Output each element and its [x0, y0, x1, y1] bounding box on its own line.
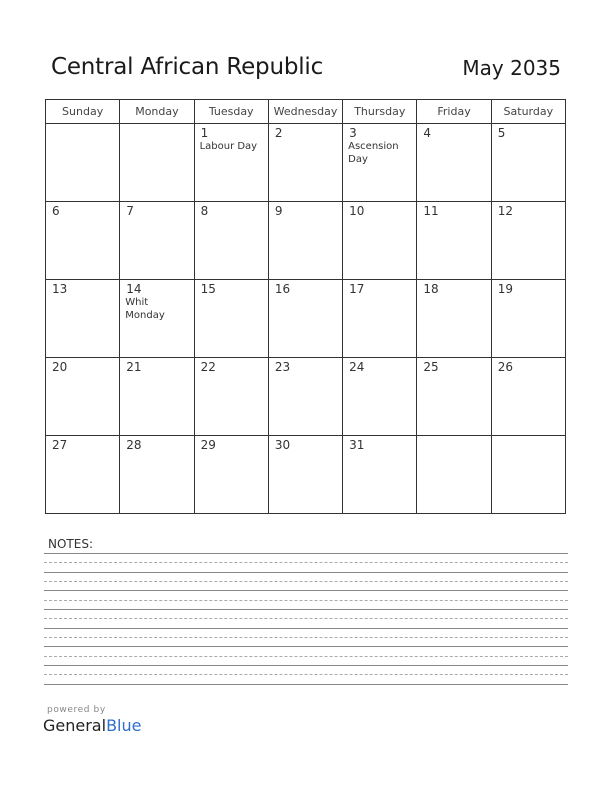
day-cell [491, 202, 565, 280]
powered-by-text: powered by [47, 705, 106, 715]
notes-line [44, 553, 568, 554]
day-number: 21 [126, 360, 142, 374]
day-number: 11 [423, 204, 439, 218]
day-cell [343, 436, 417, 514]
week-row [46, 436, 566, 514]
day-cell [268, 202, 342, 280]
day-number: 12 [497, 204, 513, 218]
day-number: 10 [349, 204, 365, 218]
notes-line [44, 600, 568, 601]
week-row [46, 124, 566, 202]
notes-line [44, 581, 568, 582]
weekday-header-row [46, 100, 566, 124]
day-number: 2 [274, 126, 283, 140]
day-cell [417, 124, 491, 202]
holiday-label: Labour Day [199, 141, 258, 152]
day-cell [491, 280, 565, 358]
day-number: 17 [349, 282, 365, 296]
day-number: 31 [349, 438, 365, 452]
notes-line [44, 628, 568, 629]
holiday-label: Ascension Day [348, 141, 399, 165]
day-number: 8 [200, 204, 209, 218]
day-cell [46, 124, 120, 202]
brand-blue: Blue [106, 716, 142, 735]
day-cell [194, 124, 268, 202]
day-number: 29 [200, 438, 216, 452]
day-number: 4 [423, 126, 432, 140]
day-cell [194, 202, 268, 280]
day-number: 3 [349, 126, 357, 140]
notes-line [44, 572, 568, 573]
day-cell [120, 124, 194, 202]
notes-line [44, 562, 568, 563]
day-cell [194, 280, 268, 358]
day-cell [120, 358, 194, 436]
day-cell [491, 358, 565, 436]
day-number: 24 [349, 360, 365, 374]
notes-line [44, 674, 568, 675]
day-number: 18 [423, 282, 439, 296]
weekday-tuesday: Tuesday [194, 100, 268, 124]
day-number: 15 [200, 282, 216, 296]
month-year: May 2035 [462, 56, 561, 80]
day-number: 30 [274, 438, 291, 452]
day-cell [120, 280, 194, 358]
day-cell [417, 280, 491, 358]
day-number: 28 [126, 438, 142, 452]
day-cell [268, 280, 342, 358]
day-number: 9 [274, 204, 283, 218]
day-cell [491, 436, 565, 514]
day-cell [268, 124, 342, 202]
notes-line [44, 684, 568, 685]
weekday-sunday: Sunday [46, 100, 120, 124]
day-number: 7 [126, 204, 134, 218]
generalblue-logo [43, 716, 141, 735]
day-number: 19 [497, 282, 513, 296]
day-cell [343, 280, 417, 358]
day-cell [46, 358, 120, 436]
week-row [46, 358, 566, 436]
notes-line [44, 618, 568, 619]
day-cell [268, 436, 342, 514]
notes-line [44, 590, 568, 591]
day-number: 25 [423, 360, 439, 374]
day-number: 14 [126, 282, 142, 296]
notes-line [44, 665, 568, 666]
notes-line [44, 609, 568, 610]
day-cell [46, 202, 120, 280]
day-number: 20 [52, 360, 68, 374]
day-cell [194, 358, 268, 436]
day-number: 6 [52, 204, 60, 218]
day-cell [491, 124, 565, 202]
day-cell [417, 202, 491, 280]
weekday-monday: Monday [120, 100, 194, 124]
calendar-grid [45, 99, 566, 514]
notes-label: NOTES: [48, 537, 93, 551]
day-cell [46, 436, 120, 514]
weekday-saturday: Saturday [491, 100, 565, 124]
weekday-wednesday: Wednesday [268, 100, 342, 124]
day-number: 22 [200, 360, 216, 374]
day-number: 23 [274, 360, 291, 374]
weekday-friday: Friday [417, 100, 491, 124]
week-row [46, 280, 566, 358]
weekday-thursday: Thursday [343, 100, 417, 124]
week-row [46, 202, 566, 280]
day-cell [417, 436, 491, 514]
notes-line [44, 656, 568, 657]
holiday-label: Whit Monday [125, 297, 165, 321]
day-number: 13 [52, 282, 68, 296]
day-number: 5 [497, 126, 506, 140]
country-title: Central African Republic [51, 54, 324, 80]
day-number: 1 [200, 126, 209, 140]
notes-line [44, 646, 568, 647]
day-cell [194, 436, 268, 514]
day-number: 26 [497, 360, 513, 374]
day-cell [343, 202, 417, 280]
day-cell [343, 358, 417, 436]
day-cell [120, 202, 194, 280]
day-cell [343, 124, 417, 202]
day-cell [46, 280, 120, 358]
day-number: 27 [52, 438, 68, 452]
brand-general: General [43, 716, 107, 735]
day-cell [268, 358, 342, 436]
notes-line [44, 637, 568, 638]
day-cell [417, 358, 491, 436]
day-cell [120, 436, 194, 514]
day-number: 16 [274, 282, 291, 296]
